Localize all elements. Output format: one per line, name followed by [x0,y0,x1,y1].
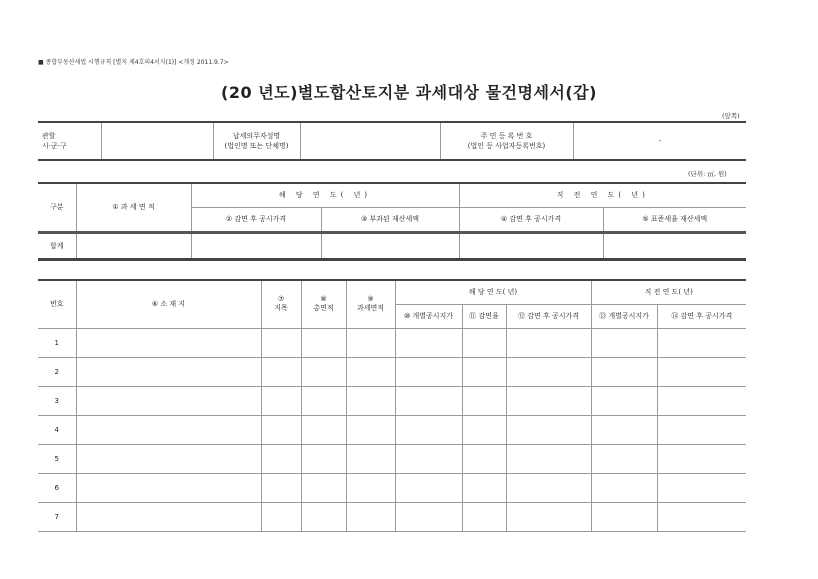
summary-total-label: 합계 [38,232,76,259]
cell-input[interactable] [346,386,395,415]
cell-input[interactable] [395,357,462,386]
cell-input[interactable] [346,473,395,502]
cell-input[interactable] [395,415,462,444]
cell-input[interactable] [591,328,657,357]
cell-input[interactable] [657,473,746,502]
cell-input[interactable] [346,357,395,386]
summary-col-2: ② 감면 후 공시가격 [191,207,321,232]
cell-input[interactable] [657,502,746,531]
cell-input[interactable] [76,444,261,473]
cell-input[interactable] [301,502,346,531]
table-row [38,328,746,357]
cell-input[interactable] [346,328,395,357]
cell-input[interactable] [395,502,462,531]
table-row [38,444,746,473]
cell-input[interactable] [301,444,346,473]
detail-no-header: 번호 [38,280,76,328]
summary-col-4: ④ 감면 후 공시가격 [459,207,603,232]
row-number: 5 [38,444,76,473]
cell-input[interactable] [301,473,346,502]
row-number: 3 [38,386,76,415]
summary-prev-year-header: 직 전 연 도( 년) [459,183,746,207]
cell-input[interactable] [261,473,301,502]
summary-area-header: ① 과 세 면 적 [76,183,191,232]
cell-input[interactable] [506,473,591,502]
cell-input[interactable] [261,357,301,386]
cell-input[interactable] [76,415,261,444]
cell-input[interactable] [506,444,591,473]
row-number: 2 [38,357,76,386]
detail-jimok-header: ⑦ 지목 [261,280,301,328]
total-area-field[interactable] [76,232,191,259]
cell-input[interactable] [462,386,506,415]
summary-current-year-header: 해 당 연 도( 년) [191,183,459,207]
cell-input[interactable] [591,502,657,531]
cell-input[interactable] [261,415,301,444]
cell-input[interactable] [591,386,657,415]
cell-input[interactable] [301,357,346,386]
cell-input[interactable] [506,328,591,357]
cell-input[interactable] [657,415,746,444]
id-number-field[interactable]: - [573,122,746,160]
form-title: (20 년도)별도합산토지분 과세대상 물건명세서(갑) [221,83,597,102]
cell-input[interactable] [76,386,261,415]
total-price-field[interactable] [191,232,321,259]
cell-input[interactable] [657,328,746,357]
table-row [38,357,746,386]
cell-input[interactable] [346,502,395,531]
cell-input[interactable] [506,386,591,415]
detail-col-10: ⑩ 개별공시지가 [395,304,462,328]
cell-input[interactable] [395,444,462,473]
cell-input[interactable] [462,502,506,531]
total-prev-tax-field[interactable] [603,232,746,259]
cell-input[interactable] [76,357,261,386]
table-row [38,415,746,444]
cell-input[interactable] [591,357,657,386]
cell-input[interactable] [261,386,301,415]
form-header-note: ■ 종합부동산세법 시행규칙 [별지 제4호의4서식(1)] <개정 2011.9.7> [38,59,229,66]
cell-input[interactable] [395,386,462,415]
cell-input[interactable] [301,328,346,357]
cell-input[interactable] [395,328,462,357]
cell-input[interactable] [346,444,395,473]
cell-input[interactable] [462,328,506,357]
cell-input[interactable] [506,357,591,386]
page-label: (앞쪽) [722,112,740,120]
detail-total-area-header: ⑧ 총면적 [301,280,346,328]
id-number-label: 주 민 등 록 번 호 (법인 등 사업자등록번호) [440,122,573,160]
taxpayer-name-label: 납세의무자성명 (법인명 또는 단체명) [213,122,300,160]
total-prev-price-field[interactable] [459,232,603,259]
detail-location-header: ⑥ 소 재 지 [76,280,261,328]
cell-input[interactable] [506,502,591,531]
cell-input[interactable] [76,502,261,531]
cell-input[interactable] [261,444,301,473]
table-row [38,386,746,415]
cell-input[interactable] [261,328,301,357]
cell-input[interactable] [657,386,746,415]
jurisdiction-field[interactable] [101,122,213,160]
cell-input[interactable] [591,473,657,502]
row-number: 4 [38,415,76,444]
summary-gubun-header: 구분 [38,183,76,232]
cell-input[interactable] [462,357,506,386]
detail-tax-area-header: ⑨ 과세면적 [346,280,395,328]
cell-input[interactable] [591,444,657,473]
cell-input[interactable] [261,502,301,531]
cell-input[interactable] [657,357,746,386]
cell-input[interactable] [462,473,506,502]
cell-input[interactable] [462,444,506,473]
detail-col-13: ⑬ 개별공시지가 [591,304,657,328]
cell-input[interactable] [76,473,261,502]
cell-input[interactable] [591,415,657,444]
row-number: 1 [38,328,76,357]
detail-col-11: ⑪ 감면율 [462,304,506,328]
summary-col-5: ⑤ 표준세율 재산세액 [603,207,746,232]
cell-input[interactable] [506,415,591,444]
jurisdiction-label: 관할 시·군·구 [38,122,101,160]
detail-col-14: ⑭ 감면 후 공시가격 [657,304,746,328]
summary-table [38,182,746,261]
property-detail-table [38,279,746,532]
taxpayer-info-table [38,121,746,161]
summary-col-3: ③ 부과된 재산세액 [321,207,459,232]
row-number: 6 [38,473,76,502]
cell-input[interactable] [301,386,346,415]
row-number: 7 [38,502,76,531]
cell-input[interactable] [301,415,346,444]
cell-input[interactable] [657,444,746,473]
cell-input[interactable] [76,328,261,357]
table-row [38,473,746,502]
taxpayer-name-field[interactable] [300,122,440,160]
cell-input[interactable] [395,473,462,502]
detail-current-year-header: 해 당 연 도( 년) [395,280,591,304]
cell-input[interactable] [462,415,506,444]
unit-note: (단위: ㎡, 원) [688,170,727,178]
cell-input[interactable] [346,415,395,444]
detail-col-12: ⑫ 감면 후 공시가격 [506,304,591,328]
table-row [38,502,746,531]
total-tax-field[interactable] [321,232,459,259]
detail-prev-year-header: 직 전 연 도( 년) [591,280,746,304]
